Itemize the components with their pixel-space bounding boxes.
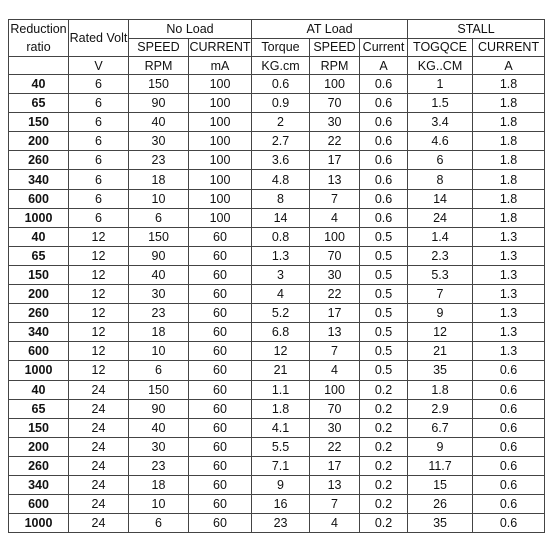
table-row: [9, 514, 545, 533]
reduction-ratio-cell: 40: [9, 380, 69, 399]
table-row: [9, 75, 545, 94]
no-load-current-cell: 60: [189, 285, 252, 304]
at-load-torque-header: Torque: [252, 38, 310, 57]
at-load-current-cell: 0.6: [360, 170, 408, 189]
rated-volt-cell: 12: [69, 361, 129, 380]
rated-volt-cell: 24: [69, 418, 129, 437]
stall-current-cell: 1.8: [473, 189, 545, 208]
at-load-current-cell: 0.2: [360, 514, 408, 533]
at-load-speed-cell: 22: [310, 132, 360, 151]
reduction-ratio-cell: 200: [9, 132, 69, 151]
no-load-current-cell: 60: [189, 342, 252, 361]
table-row: [9, 246, 545, 265]
reduction-ratio-cell: 340: [9, 170, 69, 189]
stall-torque-cell: 9: [408, 437, 473, 456]
at-load-current-cell: 0.2: [360, 399, 408, 418]
stall-current-cell: 0.6: [473, 495, 545, 514]
at-load-speed-cell: 17: [310, 151, 360, 170]
at-load-torque-cell: 12: [252, 342, 310, 361]
no-load-speed-cell: 6: [129, 514, 189, 533]
reduction-ratio-cell: 260: [9, 456, 69, 475]
stall-torque-cell: 15: [408, 475, 473, 494]
rated-volt-cell: 24: [69, 514, 129, 533]
unit-ma: mA: [189, 57, 252, 75]
stall-current-cell: 0.6: [473, 437, 545, 456]
table-row: [9, 323, 545, 342]
stall-current-header: CURRENT: [473, 38, 545, 57]
no-load-current-cell: 60: [189, 437, 252, 456]
table-row: [9, 342, 545, 361]
stall-torque-cell: 6: [408, 151, 473, 170]
at-load-current-cell: 0.5: [360, 361, 408, 380]
stall-torque-cell: 35: [408, 514, 473, 533]
rated-volt-cell: 12: [69, 265, 129, 284]
no-load-speed-cell: 6: [129, 361, 189, 380]
table-row: [9, 227, 545, 246]
rated-volt-cell: 6: [69, 208, 129, 227]
stall-torque-cell: 7: [408, 285, 473, 304]
at-load-current-cell: 0.6: [360, 132, 408, 151]
stall-torque-cell: 2.9: [408, 399, 473, 418]
unit-kgcm: KG.cm: [252, 57, 310, 75]
at-load-current-cell: 0.2: [360, 495, 408, 514]
table-row: [9, 418, 545, 437]
no-load-current-cell: 60: [189, 246, 252, 265]
no-load-speed-cell: 150: [129, 227, 189, 246]
rated-volt-cell: 12: [69, 246, 129, 265]
at-load-speed-cell: 100: [310, 75, 360, 94]
no-load-current-cell: 100: [189, 151, 252, 170]
at-load-current-cell: 0.5: [360, 265, 408, 284]
stall-current-cell: 0.6: [473, 456, 545, 475]
at-load-torque-cell: 7.1: [252, 456, 310, 475]
table-row: [9, 151, 545, 170]
at-load-torque-cell: 2: [252, 113, 310, 132]
rated-volt-cell: 6: [69, 94, 129, 113]
at-load-torque-cell: 1.1: [252, 380, 310, 399]
at-load-current-cell: 0.2: [360, 456, 408, 475]
reduction-ratio-cell: 150: [9, 113, 69, 132]
at-load-speed-cell: 4: [310, 361, 360, 380]
at-load-current-cell: 0.6: [360, 113, 408, 132]
at-load-torque-cell: 14: [252, 208, 310, 227]
stall-torque-cell: 4.6: [408, 132, 473, 151]
no-load-current-cell: 60: [189, 475, 252, 494]
unit-kgcm-stall: KG..CM: [408, 57, 473, 75]
at-load-torque-cell: 21: [252, 361, 310, 380]
reduction-ratio-cell: 65: [9, 246, 69, 265]
no-load-speed-cell: 150: [129, 75, 189, 94]
table-row: [9, 94, 545, 113]
no-load-current-cell: 60: [189, 227, 252, 246]
stall-current-cell: 1.3: [473, 227, 545, 246]
no-load-current-cell: 60: [189, 361, 252, 380]
at-load-current-cell: 0.5: [360, 285, 408, 304]
header-row-units: [9, 57, 545, 75]
stall-current-cell: 1.8: [473, 75, 545, 94]
stall-torque-cell: 6.7: [408, 418, 473, 437]
stall-current-cell: 0.6: [473, 399, 545, 418]
stall-torque-cell: 2.3: [408, 246, 473, 265]
header-row-groups: [9, 20, 545, 39]
table-row: [9, 475, 545, 494]
at-load-speed-cell: 30: [310, 113, 360, 132]
stall-current-cell: 0.6: [473, 514, 545, 533]
stall-current-cell: 1.3: [473, 285, 545, 304]
at-load-torque-cell: 2.7: [252, 132, 310, 151]
rated-volt-cell: 6: [69, 113, 129, 132]
at-load-torque-cell: 3: [252, 265, 310, 284]
no-load-speed-cell: 23: [129, 456, 189, 475]
reduction-ratio-cell: 150: [9, 418, 69, 437]
stall-torque-cell: 1.8: [408, 380, 473, 399]
no-load-current-cell: 60: [189, 304, 252, 323]
rated-volt-cell: 24: [69, 437, 129, 456]
reduction-ratio-cell: 260: [9, 304, 69, 323]
at-load-current-header: Current: [360, 38, 408, 57]
rated-volt-cell: 6: [69, 170, 129, 189]
no-load-speed-cell: 18: [129, 475, 189, 494]
reduction-ratio-cell: 340: [9, 323, 69, 342]
stall-current-cell: 1.3: [473, 304, 545, 323]
no-load-current-cell: 60: [189, 456, 252, 475]
no-load-speed-cell: 30: [129, 132, 189, 151]
at-load-current-cell: 0.5: [360, 227, 408, 246]
reduction-ratio-cell: 340: [9, 475, 69, 494]
no-load-header: No Load: [129, 20, 252, 39]
at-load-torque-cell: 1.3: [252, 246, 310, 265]
at-load-speed-cell: 13: [310, 475, 360, 494]
reduction-ratio-cell: 65: [9, 94, 69, 113]
spec-table-body: [9, 75, 545, 533]
reduction-ratio-cell: 40: [9, 75, 69, 94]
stall-torque-cell: 21: [408, 342, 473, 361]
unit-volt: V: [69, 57, 129, 75]
reduction-ratio-cell: 150: [9, 265, 69, 284]
no-load-current-cell: 100: [189, 189, 252, 208]
reduction-ratio-cell: 40: [9, 227, 69, 246]
rated-volt-cell: 24: [69, 399, 129, 418]
table-row: [9, 380, 545, 399]
at-load-current-cell: 0.5: [360, 342, 408, 361]
rated-volt-cell: 12: [69, 304, 129, 323]
at-load-current-cell: 0.2: [360, 437, 408, 456]
no-load-speed-cell: 90: [129, 246, 189, 265]
no-load-speed-header: SPEED: [129, 38, 189, 57]
at-load-current-cell: 0.5: [360, 304, 408, 323]
at-load-torque-cell: 5.2: [252, 304, 310, 323]
at-load-speed-cell: 4: [310, 514, 360, 533]
at-load-speed-cell: 70: [310, 246, 360, 265]
at-load-torque-cell: 6.8: [252, 323, 310, 342]
table-row: [9, 456, 545, 475]
stall-current-cell: 1.8: [473, 208, 545, 227]
at-load-torque-cell: 9: [252, 475, 310, 494]
at-load-current-cell: 0.6: [360, 208, 408, 227]
no-load-current-cell: 60: [189, 399, 252, 418]
unit-amp-stall: A: [473, 57, 545, 75]
stall-torque-cell: 1: [408, 75, 473, 94]
rated-volt-cell: 24: [69, 380, 129, 399]
at-load-speed-cell: 22: [310, 437, 360, 456]
no-load-speed-cell: 90: [129, 399, 189, 418]
at-load-current-cell: 0.6: [360, 189, 408, 208]
no-load-current-cell: 100: [189, 94, 252, 113]
stall-torque-cell: 1.5: [408, 94, 473, 113]
at-load-speed-cell: 13: [310, 170, 360, 189]
stall-torque-cell: 11.7: [408, 456, 473, 475]
at-load-torque-cell: 16: [252, 495, 310, 514]
table-row: [9, 304, 545, 323]
unit-rpm-load: RPM: [310, 57, 360, 75]
table-row: [9, 208, 545, 227]
at-load-speed-cell: 70: [310, 399, 360, 418]
table-row: [9, 399, 545, 418]
reduction-ratio-cell: 1000: [9, 208, 69, 227]
at-load-torque-cell: 0.8: [252, 227, 310, 246]
at-load-speed-cell: 4: [310, 208, 360, 227]
motor-spec-table: [8, 19, 545, 533]
stall-torque-cell: 5.3: [408, 265, 473, 284]
at-load-torque-cell: 23: [252, 514, 310, 533]
at-load-torque-cell: 3.6: [252, 151, 310, 170]
no-load-speed-cell: 23: [129, 304, 189, 323]
table-row: [9, 189, 545, 208]
unit-amp-load: A: [360, 57, 408, 75]
no-load-speed-cell: 23: [129, 151, 189, 170]
rated-volt-cell: 24: [69, 456, 129, 475]
no-load-current-cell: 100: [189, 113, 252, 132]
stall-current-cell: 0.6: [473, 418, 545, 437]
at-load-speed-cell: 17: [310, 456, 360, 475]
no-load-speed-cell: 10: [129, 189, 189, 208]
rated-volt-cell: 12: [69, 342, 129, 361]
no-load-speed-cell: 30: [129, 437, 189, 456]
no-load-speed-cell: 18: [129, 323, 189, 342]
no-load-speed-cell: 30: [129, 285, 189, 304]
no-load-speed-cell: 90: [129, 94, 189, 113]
stall-current-cell: 1.8: [473, 113, 545, 132]
at-load-current-cell: 0.2: [360, 475, 408, 494]
at-load-torque-cell: 5.5: [252, 437, 310, 456]
stall-current-cell: 1.8: [473, 151, 545, 170]
no-load-speed-cell: 40: [129, 113, 189, 132]
no-load-current-header: CURRENT: [189, 38, 252, 57]
reduction-ratio-cell: 200: [9, 285, 69, 304]
stall-current-cell: 0.6: [473, 361, 545, 380]
no-load-current-cell: 60: [189, 514, 252, 533]
rated-volt-cell: 6: [69, 151, 129, 170]
table-row: [9, 113, 545, 132]
stall-current-cell: 1.8: [473, 132, 545, 151]
at-load-speed-cell: 7: [310, 342, 360, 361]
rated-volt-cell: 6: [69, 132, 129, 151]
rated-volt-cell: 12: [69, 227, 129, 246]
unit-rpm: RPM: [129, 57, 189, 75]
stall-torque-cell: 8: [408, 170, 473, 189]
at-load-header: AT Load: [252, 20, 408, 39]
rated-volt-header: Rated Volt: [69, 20, 129, 57]
rated-volt-cell: 6: [69, 189, 129, 208]
table-row: [9, 265, 545, 284]
at-load-torque-cell: 8: [252, 189, 310, 208]
at-load-current-cell: 0.2: [360, 380, 408, 399]
at-load-torque-cell: 4.1: [252, 418, 310, 437]
stall-current-cell: 0.6: [473, 380, 545, 399]
stall-torque-cell: 14: [408, 189, 473, 208]
at-load-speed-cell: 100: [310, 380, 360, 399]
no-load-speed-cell: 150: [129, 380, 189, 399]
rated-volt-cell: 12: [69, 285, 129, 304]
at-load-current-cell: 0.6: [360, 151, 408, 170]
no-load-speed-cell: 10: [129, 342, 189, 361]
table-row: [9, 361, 545, 380]
rated-volt-cell: 12: [69, 323, 129, 342]
table-row: [9, 132, 545, 151]
units-blank-cell: [9, 57, 69, 75]
at-load-speed-cell: 7: [310, 189, 360, 208]
no-load-current-cell: 100: [189, 170, 252, 189]
at-load-current-cell: 0.2: [360, 418, 408, 437]
no-load-speed-cell: 18: [129, 170, 189, 189]
table-row: [9, 170, 545, 189]
stall-current-cell: 1.3: [473, 323, 545, 342]
at-load-torque-cell: 0.9: [252, 94, 310, 113]
stall-torque-header: TOGQCE: [408, 38, 473, 57]
stall-torque-cell: 26: [408, 495, 473, 514]
reduction-ratio-cell: 1000: [9, 514, 69, 533]
table-row: [9, 495, 545, 514]
no-load-current-cell: 60: [189, 418, 252, 437]
at-load-torque-cell: 4: [252, 285, 310, 304]
stall-current-cell: 1.3: [473, 246, 545, 265]
rated-volt-cell: 6: [69, 75, 129, 94]
no-load-current-cell: 60: [189, 265, 252, 284]
no-load-current-cell: 60: [189, 323, 252, 342]
at-load-speed-cell: 30: [310, 265, 360, 284]
stall-current-cell: 1.8: [473, 94, 545, 113]
at-load-current-cell: 0.5: [360, 246, 408, 265]
at-load-speed-cell: 7: [310, 495, 360, 514]
at-load-speed-cell: 17: [310, 304, 360, 323]
at-load-current-cell: 0.6: [360, 75, 408, 94]
stall-torque-cell: 3.4: [408, 113, 473, 132]
reduction-ratio-header: Reduction ratio: [9, 20, 69, 57]
no-load-current-cell: 100: [189, 132, 252, 151]
reduction-ratio-cell: 200: [9, 437, 69, 456]
stall-torque-cell: 12: [408, 323, 473, 342]
at-load-speed-cell: 70: [310, 94, 360, 113]
no-load-current-cell: 60: [189, 380, 252, 399]
rated-volt-cell: 24: [69, 475, 129, 494]
at-load-current-cell: 0.6: [360, 94, 408, 113]
reduction-ratio-cell: 600: [9, 342, 69, 361]
stall-torque-cell: 1.4: [408, 227, 473, 246]
stall-torque-cell: 24: [408, 208, 473, 227]
table-row: [9, 285, 545, 304]
no-load-current-cell: 100: [189, 75, 252, 94]
no-load-current-cell: 60: [189, 495, 252, 514]
at-load-current-cell: 0.5: [360, 323, 408, 342]
reduction-ratio-cell: 1000: [9, 361, 69, 380]
at-load-speed-cell: 22: [310, 285, 360, 304]
stall-torque-cell: 9: [408, 304, 473, 323]
stall-torque-cell: 35: [408, 361, 473, 380]
reduction-ratio-cell: 600: [9, 189, 69, 208]
at-load-torque-cell: 4.8: [252, 170, 310, 189]
no-load-speed-cell: 10: [129, 495, 189, 514]
stall-current-cell: 1.3: [473, 342, 545, 361]
table-row: [9, 437, 545, 456]
at-load-speed-header: SPEED: [310, 38, 360, 57]
stall-current-cell: 0.6: [473, 475, 545, 494]
reduction-ratio-cell: 260: [9, 151, 69, 170]
stall-current-cell: 1.8: [473, 170, 545, 189]
no-load-speed-cell: 40: [129, 418, 189, 437]
at-load-speed-cell: 100: [310, 227, 360, 246]
at-load-speed-cell: 13: [310, 323, 360, 342]
reduction-ratio-cell: 600: [9, 495, 69, 514]
no-load-speed-cell: 40: [129, 265, 189, 284]
stall-header: STALL: [408, 20, 545, 39]
at-load-torque-cell: 0.6: [252, 75, 310, 94]
stall-current-cell: 1.3: [473, 265, 545, 284]
at-load-torque-cell: 1.8: [252, 399, 310, 418]
no-load-current-cell: 100: [189, 208, 252, 227]
rated-volt-cell: 24: [69, 495, 129, 514]
no-load-speed-cell: 6: [129, 208, 189, 227]
at-load-speed-cell: 30: [310, 418, 360, 437]
reduction-ratio-cell: 65: [9, 399, 69, 418]
